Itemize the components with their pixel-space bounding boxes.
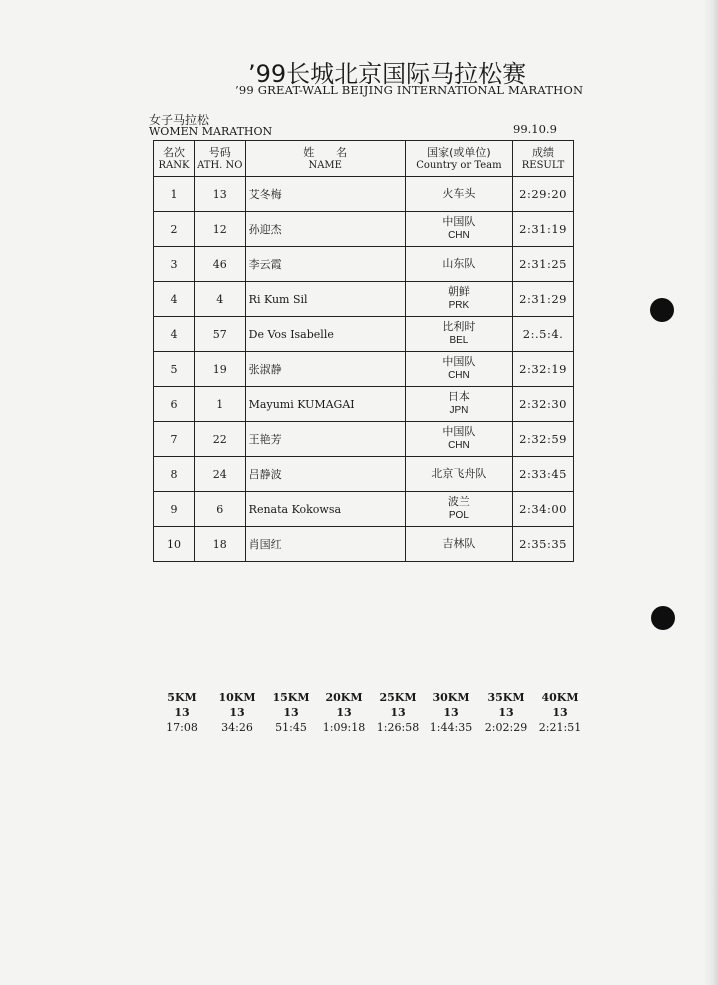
split-time: 1:44:35 (429, 721, 473, 734)
ath-no-cell: 6 (194, 492, 245, 527)
team-cell (405, 352, 512, 387)
team-cell (405, 422, 512, 457)
split-time: 34:26 (221, 721, 253, 734)
name-cell (245, 177, 405, 212)
table-row (154, 177, 574, 212)
ath-no-cell: 22 (194, 422, 245, 457)
split-leader: 13 (229, 706, 245, 719)
team-cell (405, 212, 512, 247)
athlete-name: 王艳芳 (248, 433, 282, 446)
rank-cell: 1 (154, 177, 195, 212)
athlete-name: 孙迎杰 (248, 223, 282, 236)
split-leader: 13 (443, 706, 459, 719)
result-cell (513, 352, 574, 387)
table-row (154, 352, 574, 387)
ath-no-cell: 13 (194, 177, 245, 212)
team-name: 波兰 (447, 495, 470, 508)
ath-no-cell: 18 (194, 527, 245, 562)
team-cell (405, 282, 512, 317)
result-time: 2:.5:4. (522, 327, 564, 341)
split-distance: 30KM (432, 691, 470, 704)
ath-no-cell: 1 (194, 387, 245, 422)
country-code: CHN (448, 440, 470, 451)
name-cell (245, 457, 405, 492)
result-time: 2:34:00 (519, 502, 567, 516)
team-name: 日本 (447, 390, 470, 403)
table-row (154, 527, 574, 562)
rank-cell: 10 (154, 527, 195, 562)
split-leader: 13 (174, 706, 190, 719)
table-header-row (154, 141, 574, 177)
event-date: 99.10.9 (513, 122, 557, 136)
name-cell (245, 247, 405, 282)
ath-no-cell: 19 (194, 352, 245, 387)
split-distance: 40KM (541, 691, 579, 704)
ath-no-cell: 24 (194, 457, 245, 492)
results-table (153, 140, 574, 562)
split-distance: 10KM (218, 691, 256, 704)
table-row (154, 247, 574, 282)
split-column (152, 690, 212, 735)
result-cell (513, 457, 574, 492)
athlete-name: 张淑静 (248, 363, 282, 376)
team-name: 火车头 (442, 187, 476, 200)
rank-cell: 4 (154, 282, 195, 317)
split-time: 2:02:29 (484, 721, 528, 734)
team-name: 中国队 (442, 215, 476, 228)
header-rank: 名次 RANK (154, 141, 195, 177)
ath-no-cell: 4 (194, 282, 245, 317)
table-row (154, 212, 574, 247)
rank-cell: 7 (154, 422, 195, 457)
punch-hole (650, 298, 674, 322)
athlete-name: 艾冬梅 (248, 188, 282, 201)
split-column (207, 690, 267, 735)
header-name: 姓 名 NAME (245, 141, 405, 177)
table-row (154, 387, 574, 422)
team-name: 北京飞舟队 (431, 467, 487, 480)
name-cell (245, 492, 405, 527)
header-result: 成绩 RESULT (513, 141, 574, 177)
split-column (368, 690, 428, 735)
result-cell (513, 387, 574, 422)
name-cell (245, 352, 405, 387)
ath-no-cell: 12 (194, 212, 245, 247)
result-time: 2:29:20 (519, 187, 567, 201)
rank-cell: 5 (154, 352, 195, 387)
team-name: 中国队 (442, 425, 476, 438)
table-row (154, 422, 574, 457)
team-name: 比利时 (442, 320, 476, 333)
name-cell (245, 387, 405, 422)
header-ath-no: 号码 ATH. NO (194, 141, 245, 177)
result-cell (513, 492, 574, 527)
result-cell (513, 527, 574, 562)
ath-no-cell: 57 (194, 317, 245, 352)
split-time: 1:09:18 (322, 721, 366, 734)
result-time: 2:35:35 (519, 537, 567, 551)
category-label-en: WOMEN MARATHON (149, 125, 273, 138)
result-time: 2:31:19 (519, 222, 567, 236)
split-distance: 15KM (272, 691, 310, 704)
result-cell (513, 247, 574, 282)
split-column (261, 690, 321, 735)
name-cell (245, 422, 405, 457)
header-team: 国家(或单位) Country or Team (405, 141, 512, 177)
team-name: 山东队 (442, 257, 476, 270)
team-cell (405, 387, 512, 422)
result-time: 2:31:29 (519, 292, 567, 306)
team-cell (405, 492, 512, 527)
page-title-en: ’99 GREAT-WALL BEIJING INTERNATIONAL MARATHON (235, 83, 584, 97)
rank-cell: 8 (154, 457, 195, 492)
team-cell (405, 527, 512, 562)
rank-cell: 2 (154, 212, 195, 247)
split-distance: 35KM (487, 691, 525, 704)
team-cell (405, 247, 512, 282)
result-time: 2:33:45 (519, 467, 567, 481)
athlete-name: 肖国红 (248, 538, 282, 551)
rank-cell: 3 (154, 247, 195, 282)
split-leader: 13 (283, 706, 299, 719)
country-code: POL (448, 510, 469, 521)
split-column (530, 690, 590, 735)
split-leader: 13 (498, 706, 514, 719)
split-time: 2:21:51 (538, 721, 582, 734)
split-column (314, 690, 374, 735)
page-title-cn: ’99长城北京国际马拉松赛 (248, 60, 527, 88)
split-leader: 13 (390, 706, 406, 719)
team-name: 吉林队 (442, 537, 476, 550)
split-time: 17:08 (166, 721, 198, 734)
punch-hole (651, 606, 675, 630)
country-code: JPN (449, 405, 469, 416)
result-time: 2:31:25 (519, 257, 567, 271)
country-code: PRK (448, 300, 470, 311)
table-row (154, 282, 574, 317)
athlete-name: 李云霞 (248, 258, 282, 271)
split-time: 1:26:58 (376, 721, 420, 734)
name-cell (245, 212, 405, 247)
team-cell (405, 317, 512, 352)
rank-cell: 4 (154, 317, 195, 352)
athlete-name: Ri Kum Sil (248, 292, 308, 306)
split-distance: 25KM (379, 691, 417, 704)
country-code: BEL (449, 335, 469, 346)
athlete-name: 吕静波 (248, 468, 282, 481)
result-time: 2:32:59 (519, 432, 567, 446)
team-name: 中国队 (442, 355, 476, 368)
result-cell (513, 177, 574, 212)
result-cell (513, 317, 574, 352)
split-column (421, 690, 481, 735)
split-leader: 13 (552, 706, 568, 719)
split-distance: 5KM (167, 691, 197, 704)
name-cell (245, 527, 405, 562)
result-cell (513, 282, 574, 317)
category-label-cn: 女子马拉松 (149, 113, 210, 127)
athlete-name: Renata Kokowsa (248, 502, 342, 516)
ath-no-cell: 46 (194, 247, 245, 282)
split-column (476, 690, 536, 735)
team-cell (405, 177, 512, 212)
rank-cell: 9 (154, 492, 195, 527)
country-code: CHN (448, 370, 470, 381)
team-name: 朝鲜 (447, 285, 470, 298)
table-row (154, 492, 574, 527)
athlete-name: Mayumi KUMAGAI (248, 397, 355, 411)
country-code: CHN (448, 230, 470, 241)
rank-cell: 6 (154, 387, 195, 422)
split-time: 51:45 (275, 721, 307, 734)
athlete-name: De Vos Isabelle (248, 327, 334, 341)
result-time: 2:32:30 (519, 397, 567, 411)
team-cell (405, 457, 512, 492)
result-cell (513, 212, 574, 247)
split-leader: 13 (336, 706, 352, 719)
paper-edge-shadow (704, 0, 718, 985)
table-row (154, 457, 574, 492)
name-cell (245, 282, 405, 317)
table-row (154, 317, 574, 352)
name-cell (245, 317, 405, 352)
result-time: 2:32:19 (519, 362, 567, 376)
result-cell (513, 422, 574, 457)
split-distance: 20KM (325, 691, 363, 704)
